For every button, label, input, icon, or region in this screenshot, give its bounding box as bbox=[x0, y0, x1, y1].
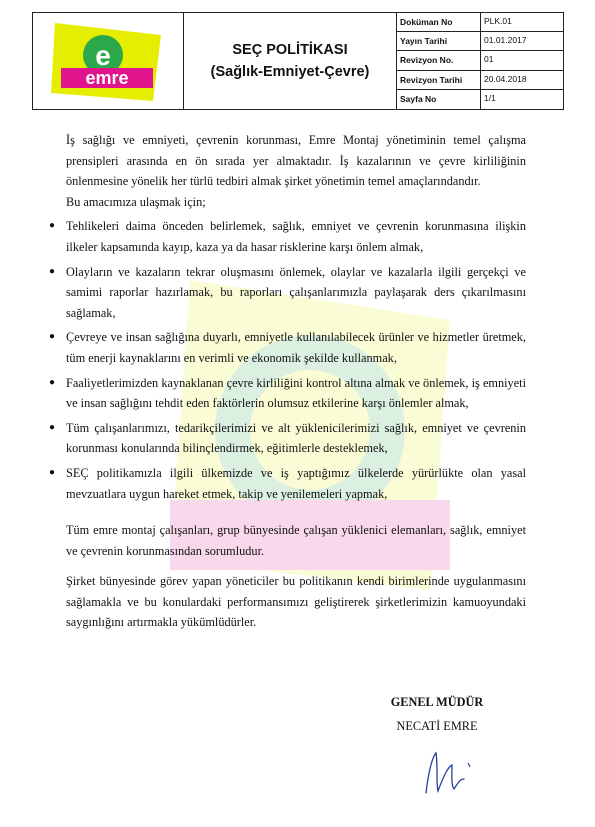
document-title: SEÇ POLİTİKASI bbox=[232, 42, 348, 58]
list-item-text: Tüm çalışanlarımızı, tedarikçilerimizi ve alt yüklenicilerimizi sağlık, emniyet ve çevrenin korunması konularında bilinçlendirmek, eğitimlerle desteklemek, bbox=[66, 420, 526, 456]
lead-line: Bu amacımıza ulaşmak için; bbox=[66, 194, 206, 209]
document-meta-table bbox=[397, 13, 563, 109]
meta-row bbox=[397, 90, 563, 109]
closing-paragraph-2: Şirket bünyesinde görev yapan yöneticiler bu politikanın kendi birimlerinde uygulanmasını sağlamakla ve bu konulardaki performansımızı geliştirerek şirketlerimizin kamuoyundaki saygınlığını artırmakla yükümlüdürler. bbox=[66, 574, 526, 630]
meta-value: 20.04.2018 bbox=[484, 73, 527, 84]
document-header bbox=[32, 12, 564, 110]
meta-row bbox=[397, 51, 563, 70]
bullet-icon: ● bbox=[49, 466, 56, 478]
meta-value: 01 bbox=[484, 54, 494, 65]
meta-row bbox=[397, 71, 563, 90]
list-item-text: Olayların ve kazaların tekrar oluşmasını önlemek, olaylar ve kazalarla ilgili gerçekçi ve samimi raporlar hazırlamak, bu raporları çalışanlarımızla paylaşarak ders çıkarılmasını sağlamak, bbox=[66, 264, 526, 320]
list-item-text: SEÇ politikamızla ilgili ülkemizde ve iş yaptığımız ülkelerde yürürlükte olan yasal mevzuatlara uygun hareket etmek, takip ve yenilemeleri yapmak, bbox=[66, 465, 526, 501]
list-item bbox=[49, 418, 526, 459]
list-item bbox=[49, 262, 526, 324]
list-item bbox=[49, 327, 526, 368]
logo-letter: e bbox=[95, 40, 111, 71]
bullet-icon: ● bbox=[49, 376, 56, 388]
list-item-text: Tehlikeleri daima önceden belirlemek, sağlık, emniyet ve çevrenin korunmasına ilişkin ilkeler kapsamında kayıp, kaza ya da hasar risklerine karşı önlem almak, bbox=[66, 219, 526, 254]
meta-value: 01.01.2017 bbox=[484, 35, 527, 46]
list-item bbox=[49, 373, 526, 414]
signatory-title: GENEL MÜDÜR bbox=[390, 695, 484, 709]
logo-wordmark: emre bbox=[85, 68, 129, 88]
meta-row bbox=[397, 32, 563, 51]
list-item-text: Faaliyetlerimizden kaynaklanan çevre kirliliğini kontrol altına almak ve önlemek, iş emniyeti ve insan sağlığını tehdit eden faktörlerin olumsuz etkilerine karşı önlemler almak, bbox=[66, 375, 526, 411]
handwritten-signature bbox=[418, 745, 488, 800]
signatory-name: NECATİ EMRE bbox=[396, 719, 478, 733]
closing-paragraph-1: Tüm emre montaj çalışanları, grup bünyesinde çalışan yüklenici elemanları, sağlık, emniyet ve çevrenin korunmasından sorumludur. bbox=[66, 523, 526, 558]
list-item-text: Çevreye ve insan sağlığına duyarlı, emniyetle kullanılabilecek ürünler ve hizmetler üretmek, tüm enerji kaynaklarını en verimli ve ekonomik şekilde kullanmak, bbox=[66, 330, 526, 365]
bullet-icon: ● bbox=[49, 331, 56, 343]
signature-block bbox=[372, 692, 502, 736]
policy-bullet-list bbox=[49, 216, 526, 504]
meta-key: Sayfa No bbox=[397, 90, 481, 109]
meta-value: 1/1 bbox=[484, 92, 496, 103]
meta-row bbox=[397, 13, 563, 32]
policy-body bbox=[49, 130, 526, 633]
bullet-icon: ● bbox=[49, 265, 56, 277]
list-item bbox=[49, 216, 526, 257]
document-subtitle: (Sağlık-Emniyet-Çevre) bbox=[210, 64, 370, 80]
intro-paragraph: İş sağlığı ve emniyeti, çevrenin korunması, Emre Montaj yönetiminin temel çalışma prensipleri arasında en ön sırada yer almaktadır. İş kazalarının ve çevre kirliliğinin önlenmesine yönelik her türlü tedbiri almak şirket yönetimin temel amaçlarındandır. bbox=[66, 133, 526, 189]
bullet-icon: ● bbox=[49, 421, 56, 433]
bullet-icon: ● bbox=[49, 220, 56, 232]
meta-key: Revizyon No. bbox=[397, 51, 481, 69]
meta-value: PLK.01 bbox=[484, 16, 512, 26]
list-item bbox=[49, 463, 526, 504]
emre-logo bbox=[33, 13, 183, 109]
meta-key: Doküman No bbox=[397, 13, 481, 31]
logo-cell bbox=[33, 13, 184, 109]
meta-key: Yayın Tarihi bbox=[397, 32, 481, 50]
meta-key: Revizyon Tarihi bbox=[397, 71, 481, 89]
title-cell bbox=[184, 13, 397, 109]
